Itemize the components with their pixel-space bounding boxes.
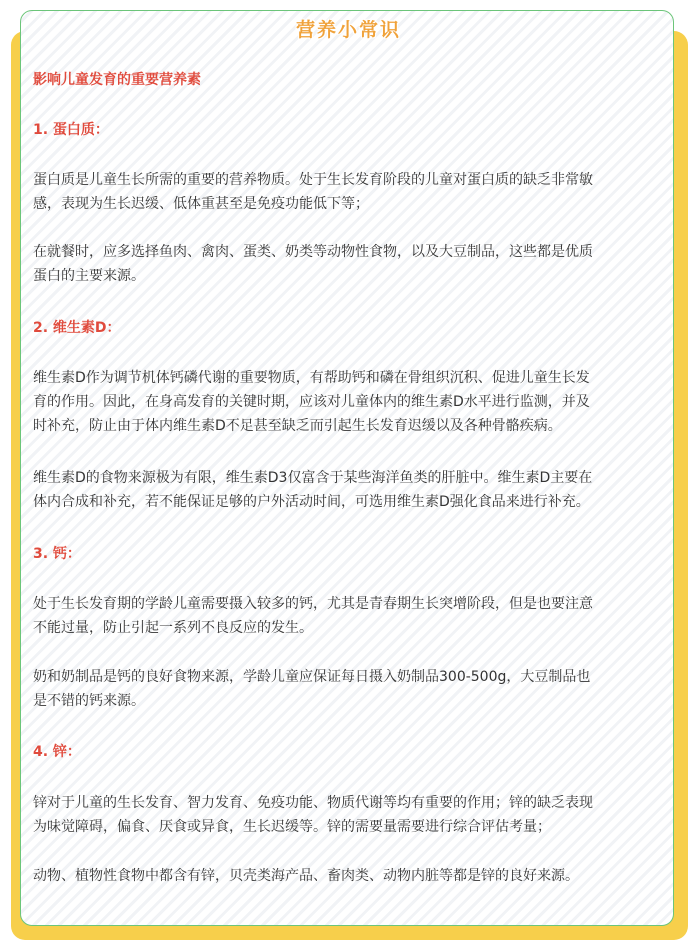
text-line: 处于生长发育期的学龄儿童需要摄入较多的钙，尤其是青春期生长突增阶段，但是也要注意: [33, 596, 593, 612]
paragraph: [33, 366, 663, 438]
paragraph: [33, 168, 663, 216]
paragraph: [33, 791, 663, 839]
text-line: 育的作用。因此，在身高发育的关键时期，应该对儿童体内的维生素D水平进行监测，并及: [33, 394, 590, 410]
section-heading-zinc: 4. 锌：: [33, 744, 81, 760]
section-heading-protein: 1. 蛋白质：: [33, 122, 109, 138]
text-line: 在就餐时，应多选择鱼肉、禽肉、蛋类、奶类等动物性食物，以及大豆制品，这些都是优质: [33, 244, 593, 260]
text-line: 蛋白质是儿童生长所需的重要的营养物质。处于生长发育阶段的儿童对蛋白质的缺乏非常敏: [33, 172, 593, 188]
text-line: 锌对于儿童的生长发育、智力发育、免疫功能、物质代谢等均有重要的作用；锌的缺乏表现: [33, 795, 593, 811]
text-line: 维生素D作为调节机体钙磷代谢的重要物质，有帮助钙和磷在骨组织沉积、促进儿童生长发: [33, 370, 590, 386]
paragraph: [33, 665, 663, 713]
text-line: 感，表现为生长迟缓、低体重甚至是免疫功能低下等；: [33, 196, 369, 212]
text-line: 不能过量，防止引起一系列不良反应的发生。: [33, 620, 313, 636]
paragraph: [33, 864, 663, 888]
paragraph: [33, 466, 663, 514]
section-heading-vitamin-d: 2. 维生素D：: [33, 320, 121, 336]
page-title: 营养小常识: [295, 19, 401, 41]
text-line: 维生素D的食物来源极为有限，维生素D3仅富含于某些海洋鱼类的肝脏中。维生素D主要在: [33, 470, 593, 486]
text-line: 为味觉障碍，偏食、厌食或异食，生长迟缓等。锌的需要量需要进行综合评估考量；: [33, 819, 551, 835]
article-subtitle: 影响儿童发育的重要营养素: [33, 72, 201, 88]
text-line: 动物、植物性食物中都含有锌，贝壳类海产品、畜肉类、动物内脏等都是锌的良好来源。: [33, 868, 579, 884]
text-line: 体内合成和补充，若不能保证足够的户外活动时间，可选用维生素D强化食品来进行补充。: [33, 494, 590, 510]
text-line: 时补充，防止由于体内维生素D不足甚至缺乏而引起生长发育迟缓以及各种骨骼疾病。: [33, 418, 562, 434]
text-line: 奶和奶制品是钙的良好食物来源，学龄儿童应保证每日摄入奶制品300-500g，大豆制品也: [33, 669, 591, 685]
text-line: 是不错的钙来源。: [33, 693, 145, 709]
text-line: 蛋白的主要来源。: [33, 268, 145, 284]
paragraph: [33, 240, 663, 288]
section-heading-calcium: 3. 钙：: [33, 546, 81, 562]
paragraph: [33, 592, 663, 640]
